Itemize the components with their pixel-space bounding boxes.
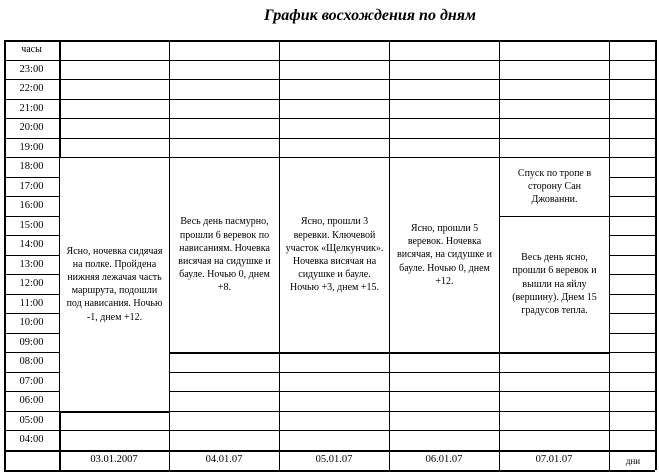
- note-border: [279, 157, 389, 158]
- grid-line-h: [4, 60, 655, 61]
- grid-line-h: [4, 99, 655, 100]
- date-label: 04.01.07: [205, 454, 243, 465]
- hour-label: 12:00: [19, 278, 44, 289]
- date-label: 07.01.07: [535, 454, 573, 465]
- grid-line-v: [609, 40, 610, 470]
- grid-line-h: [4, 118, 655, 119]
- ascent-schedule-table: [4, 40, 655, 470]
- hour-label: 06:00: [19, 395, 44, 406]
- hour-label: 16:00: [19, 200, 44, 211]
- note-border: [59, 157, 169, 158]
- note-border: [279, 352, 389, 354]
- grid-line-h: [4, 40, 655, 42]
- hour-label: 09:00: [19, 336, 44, 348]
- day-note: Спуск по тропе в сторону Сан Джованни.: [500, 158, 609, 216]
- grid-line-h: [4, 138, 655, 139]
- grid-line-h: [4, 430, 655, 431]
- note-border: [499, 157, 609, 158]
- grid-line-h: [4, 79, 655, 80]
- page-title: График восхождения по дням: [264, 7, 476, 24]
- note-border: [499, 352, 609, 354]
- hour-label: 04:00: [19, 434, 44, 445]
- hour-label: 20:00: [19, 122, 44, 133]
- note-border: [389, 157, 499, 158]
- day-note: Ясно, прошли 5 веревок. Ночевка висячая, на сидушке и бауле. Ночью 0, днем +12.: [390, 158, 499, 352]
- note-border: [59, 411, 169, 413]
- hour-label: 17:00: [19, 180, 44, 192]
- hour-label: 05:00: [19, 414, 44, 426]
- date-label: 06.01.07: [425, 454, 463, 465]
- hour-label: 19:00: [19, 141, 44, 153]
- hour-label: 07:00: [19, 375, 44, 387]
- day-note: Ясно, ночевка сидячая на полке. Пройдена нижняя лежачая часть маршрута, подошли под нависания. Ночью -1, днем +12.: [60, 158, 169, 411]
- day-note: Ясно, прошли 3 веревки. Ключевой участок «Щелкунчик». Ночевка висячая на сидушке и бауле. Ночью +3, днем +15.: [280, 158, 389, 352]
- hour-label: 13:00: [19, 258, 44, 270]
- note-border: [389, 352, 499, 354]
- hour-label: 08:00: [19, 356, 44, 367]
- note-border: [499, 216, 609, 217]
- hour-label: 11:00: [19, 297, 44, 309]
- days-header: дни: [625, 456, 641, 466]
- note-border: [169, 352, 279, 354]
- date-label: 03.01.2007: [90, 454, 138, 465]
- day-note: Весь день пасмурно, прошли 6 веревок по нависаниям. Ночевка висячая на сидушке и бауле. Ночью 0, днем +8.: [170, 158, 279, 352]
- hour-label: 18:00: [19, 161, 44, 172]
- note-border: [169, 157, 279, 158]
- hour-label: 23:00: [19, 63, 44, 75]
- date-label: 05.01.07: [315, 454, 353, 465]
- day-note: Весь день ясно, прошли 6 веревок и вышли на яйлу (вершину). Днем 15 градусов тепла.: [500, 217, 609, 353]
- hour-label: 22:00: [19, 83, 44, 94]
- hour-label: 15:00: [19, 219, 44, 231]
- hour-label: 14:00: [19, 239, 44, 250]
- hour-label: 21:00: [19, 102, 44, 114]
- grid-line-v: [655, 40, 657, 470]
- hour-label: 10:00: [19, 317, 44, 328]
- hours-header: часы: [21, 44, 42, 55]
